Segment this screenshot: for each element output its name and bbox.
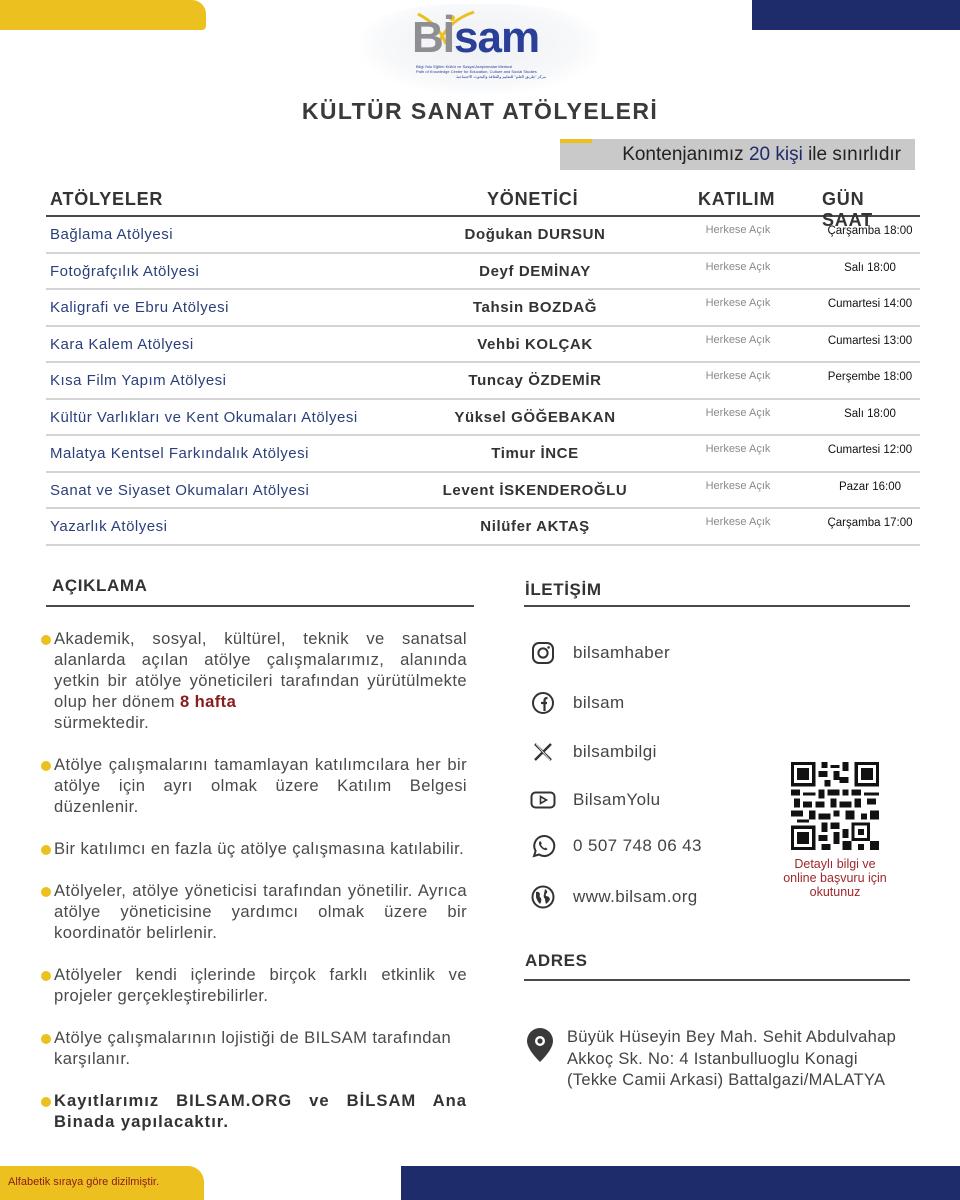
table-row xyxy=(46,254,920,291)
workshop-name: Kara Kalem Atölyesi xyxy=(50,335,194,353)
workshop-day-time: Çarşamba 18:00 xyxy=(827,225,913,237)
workshop-day-time: Cumartesi 14:00 xyxy=(827,298,913,310)
workshop-manager: Nilüfer AKTAŞ xyxy=(480,518,590,535)
workshop-manager: Doğukan DURSUN xyxy=(464,226,606,243)
workshop-participation: Herkese Açık xyxy=(705,260,771,273)
website-link[interactable] xyxy=(530,884,698,910)
workshop-name: Fotoğrafçılık Atölyesi xyxy=(50,262,200,280)
workshop-day-time: Salı 18:00 xyxy=(844,261,896,274)
qr-caption: Detaylı bilgi ve online başvuru için okutunuz xyxy=(783,857,887,899)
contact-divider xyxy=(524,605,910,607)
description-heading: AÇIKLAMA xyxy=(52,576,148,595)
facebook-handle: bilsam xyxy=(573,693,625,712)
instagram-link[interactable] xyxy=(530,640,670,666)
workshop-participation: Herkese Açık xyxy=(705,370,771,382)
logo-subtitle-ar: مركز "طريق العلم" للتعليم والثقافة والبحوث الاجتماعية xyxy=(456,74,546,79)
instagram-icon xyxy=(530,640,556,666)
instagram-handle: bilsamhaber xyxy=(573,643,671,662)
youtube-handle: BilsamYolu xyxy=(573,790,661,809)
description-item xyxy=(40,628,467,733)
quota-prefix: Kontenjanımız xyxy=(622,144,749,165)
description-item: Atölyeler, atölye yöneticisi tarafından yönetilir. Ayrıca atölye yöneticisine yardımcı olmak üzere bir koordinatör belirlenir. xyxy=(40,880,467,943)
logo-sam: sam xyxy=(454,13,540,62)
facebook-link[interactable] xyxy=(530,690,625,716)
description-item: Atölye çalışmalarının lojistiği de BILSAM tarafından karşılanır. xyxy=(40,1027,467,1069)
workshop-name: Sanat ve Siyaset Okumaları Atölyesi xyxy=(50,481,310,499)
bullet-1-text: Akademik, sosyal, kültürel, teknik ve sanatsal alanlarda açılan atölye çalışmalarımız, alanında yetkin bir atölye yöneticileri tarafından yürütülmekte olup her dönem xyxy=(54,629,467,711)
description-divider xyxy=(46,605,474,607)
workshop-participation: Herkese Açık xyxy=(705,333,771,346)
workshop-table xyxy=(46,188,920,546)
table-body xyxy=(46,217,920,546)
workshop-manager: Vehbi KOLÇAK xyxy=(477,335,593,353)
header-manager: YÖNETİCİ xyxy=(487,189,579,209)
website-url: www.bilsam.org xyxy=(573,887,698,906)
facebook-icon xyxy=(530,690,556,716)
logo-bi: Bİ xyxy=(412,13,454,62)
page-title: KÜLTÜR SANAT ATÖLYELERİ xyxy=(301,98,659,124)
logo-subtitle-en: Path of Knowledge Center for Education, Culture and Social Studies xyxy=(416,69,537,74)
workshop-manager: Tahsin BOZDAĞ xyxy=(472,299,598,316)
youtube-icon xyxy=(530,787,556,813)
top-left-yellow-band xyxy=(0,0,206,30)
workshop-manager: Yüksel GÖĞEBAKAN xyxy=(454,408,616,426)
workshop-manager: Timur İNCE xyxy=(491,445,579,462)
workshop-name: Kültür Varlıkları ve Kent Okumaları Atölyesi xyxy=(50,408,358,426)
description-item: Bir katılımcı en fazla üç atölye çalışmasına katılabilir. xyxy=(40,838,467,859)
workshop-participation: Herkese Açık xyxy=(705,297,771,309)
contact-heading: İLETİŞİM xyxy=(525,580,602,599)
location-pin-icon xyxy=(526,1027,554,1063)
whatsapp-icon xyxy=(530,833,556,859)
logo-subtitle xyxy=(416,64,546,79)
table-row xyxy=(46,290,920,327)
table-row xyxy=(46,436,920,473)
quota-accent xyxy=(560,139,592,143)
bullet-1-tail: sürmektedir. xyxy=(54,713,150,732)
workshop-participation: Herkese Açık xyxy=(705,443,771,455)
workshop-participation: Herkese Açık xyxy=(705,516,771,528)
workshop-participation: Herkese Açık xyxy=(705,479,771,492)
quota-text xyxy=(622,144,901,166)
x-link[interactable] xyxy=(530,739,657,765)
workshop-day-time: Salı 18:00 xyxy=(844,407,896,420)
phone-number: 0 507 748 06 43 xyxy=(573,836,702,855)
top-right-navy-band xyxy=(752,0,960,30)
bullet-1-highlight: 8 hafta xyxy=(179,692,237,711)
workshop-day-time: Cumartesi 13:00 xyxy=(827,334,913,347)
header-workshops: ATÖLYELER xyxy=(50,189,164,209)
description-item: Atölyeler kendi içlerinde birçok farklı etkinlik ve projeler gerçekleştirebilirler. xyxy=(40,964,467,1006)
youtube-link[interactable] xyxy=(530,787,660,813)
footer-yellow-band xyxy=(0,1166,204,1200)
quota-banner xyxy=(560,139,915,170)
workshop-name: Bağlama Atölyesi xyxy=(50,226,174,243)
workshop-name: Malatya Kentsel Farkındalık Atölyesi xyxy=(50,445,309,462)
workshop-name: Kısa Film Yapım Atölyesi xyxy=(50,372,227,389)
logo-wordmark xyxy=(412,13,540,62)
workshop-day-time: Perşembe 18:00 xyxy=(827,371,913,383)
workshop-participation: Herkese Açık xyxy=(705,406,771,419)
quota-suffix: ile sınırlıdır xyxy=(802,144,901,165)
logo-subtitle-tr: Bilgi Yolu Eğitim Kültür ve Sosyal Araştırmalar Merkezi xyxy=(416,64,513,69)
bilsam-logo xyxy=(360,4,600,94)
address-divider xyxy=(524,979,910,981)
workshop-day-time: Cumartesi 12:00 xyxy=(827,444,913,456)
table-row xyxy=(46,217,920,254)
table-row xyxy=(46,327,920,364)
whatsapp-link[interactable] xyxy=(530,833,702,859)
x-icon xyxy=(530,739,556,765)
workshop-name: Yazarlık Atölyesi xyxy=(50,518,168,535)
workshop-participation: Herkese Açık xyxy=(705,224,771,236)
table-row xyxy=(46,509,920,546)
description-item: Atölye çalışmalarını tamamlayan katılımcılara her bir atölye için ayrı olmak üzere Katılım Belgesi düzenlenir. xyxy=(40,754,467,817)
workshop-name: Kaligrafi ve Ebru Atölyesi xyxy=(50,299,229,316)
workshop-manager: Levent İSKENDEROĞLU xyxy=(442,481,628,499)
table-row xyxy=(46,363,920,400)
workshop-manager: Tuncay ÖZDEMİR xyxy=(468,372,602,389)
header-participation: KATILIM xyxy=(698,189,776,209)
description-list xyxy=(40,628,467,1153)
address-text: Büyük Hüseyin Bey Mah. Sehit Abdulvahap Akkoç Sk. No: 4 Istanbulluoglu Konagi (Tekke Camii Arkasi) Battalgazi/MALATYA xyxy=(567,1028,897,1089)
globe-icon xyxy=(530,884,556,910)
qr-code[interactable] xyxy=(791,762,879,850)
quota-highlight: 20 kişi xyxy=(748,144,803,165)
table-row xyxy=(46,473,920,510)
x-handle: bilsambilgi xyxy=(573,742,657,761)
table-row xyxy=(46,400,920,437)
workshop-day-time: Pazar 16:00 xyxy=(838,480,901,493)
footer-note: Alfabetik sıraya göre dizilmiştir. xyxy=(8,1176,159,1188)
workshop-day-time: Çarşamba 17:00 xyxy=(827,517,913,529)
address-heading: ADRES xyxy=(525,951,588,970)
footer-navy-band xyxy=(401,1166,960,1200)
description-item-registration: Kayıtlarımız BILSAM.ORG ve BİLSAM Ana Binada yapılacaktır. xyxy=(40,1090,467,1132)
workshop-manager: Deyf DEMİNAY xyxy=(479,262,591,280)
header-day-time: GÜN SAAT xyxy=(822,189,873,230)
